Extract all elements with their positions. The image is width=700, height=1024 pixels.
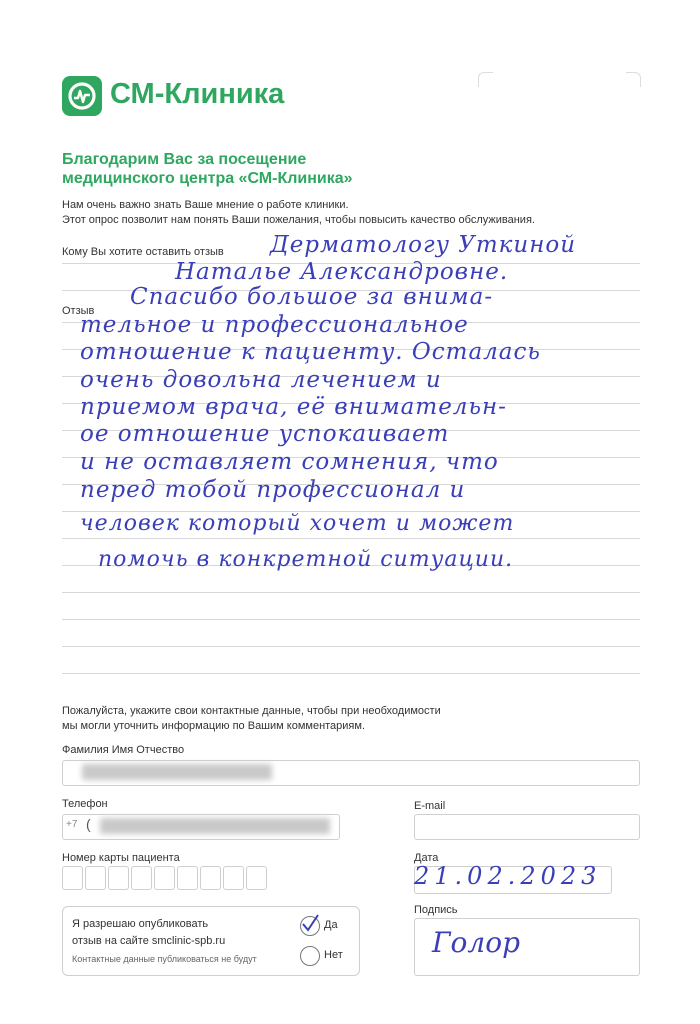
- redacted-phone: [100, 818, 330, 834]
- review-line[interactable]: тельное и профессиональное: [80, 312, 469, 338]
- consent-line: Я разрешаю опубликовать: [72, 918, 209, 930]
- review-label: Отзыв: [62, 305, 95, 317]
- intro-line: Нам очень важно знать Ваше мнение о работе клиники.: [62, 199, 349, 211]
- review-line[interactable]: человек который хочет и может: [80, 511, 515, 536]
- ruled-line: [62, 646, 640, 647]
- card-digit-box[interactable]: [200, 866, 221, 890]
- review-line[interactable]: и не оставляет сомнения, что: [80, 449, 499, 475]
- consent-line: отзыв на сайте smclinic-spb.ru: [72, 935, 226, 947]
- patient-card-field[interactable]: [62, 866, 272, 890]
- phone-paren: (: [86, 816, 91, 832]
- card-digit-box[interactable]: [85, 866, 106, 890]
- contact-intro: [62, 704, 441, 734]
- checkmark-icon: [299, 912, 321, 934]
- contact-intro-line: мы могли уточнить информацию по Вашим комментариям.: [62, 720, 366, 732]
- recipient-handwriting[interactable]: Наталье Александровне.: [175, 259, 509, 285]
- brand-name: СМ-Клиника: [110, 78, 285, 110]
- review-line[interactable]: ое отношение успокаивает: [80, 421, 450, 447]
- recipient-handwriting[interactable]: Дерматологу Уткиной: [270, 232, 577, 258]
- corner-mark: [626, 72, 641, 87]
- ruled-line: [62, 673, 640, 674]
- review-line[interactable]: Спасибо большое за внима-: [130, 284, 494, 310]
- signature-label: Подпись: [414, 904, 458, 916]
- name-label: Фамилия Имя Отчество: [62, 744, 185, 756]
- recipient-label: Кому Вы хотите оставить отзыв: [62, 246, 224, 258]
- intro-text: [62, 198, 535, 228]
- ruled-line: [62, 538, 640, 539]
- card-label: Номер карты пациента: [62, 852, 180, 864]
- corner-mark: [478, 72, 493, 87]
- card-digit-box[interactable]: [108, 866, 129, 890]
- review-line[interactable]: очень довольна лечением и: [80, 367, 442, 393]
- card-digit-box[interactable]: [223, 866, 244, 890]
- card-digit-box[interactable]: [246, 866, 267, 890]
- intro-line: Этот опрос позволит нам понять Ваши пожелания, чтобы повысить качество обслуживания.: [62, 214, 535, 226]
- consent-no-label: Нет: [324, 949, 343, 961]
- consent-text: [72, 916, 225, 950]
- consent-yes-label: Да: [324, 919, 338, 931]
- card-digit-box[interactable]: [131, 866, 152, 890]
- phone-prefix: +7: [66, 819, 78, 830]
- review-line[interactable]: перед тобой профессионал и: [80, 477, 466, 503]
- card-digit-box[interactable]: [177, 866, 198, 890]
- date-label: Дата: [414, 852, 439, 864]
- consent-note: Контактные данные публиковаться не будут: [72, 954, 257, 964]
- date-value[interactable]: 21.02.2023: [414, 862, 602, 890]
- title-line: медицинского центра «СМ-Клиника»: [62, 170, 353, 187]
- review-line[interactable]: помочь в конкретной ситуации.: [98, 547, 514, 572]
- smclinic-logo-icon: [62, 76, 102, 116]
- email-field[interactable]: [414, 814, 640, 840]
- contact-intro-line: Пожалуйста, укажите свои контактные данные, чтобы при необходимости: [62, 705, 441, 717]
- redacted-name: [82, 764, 272, 780]
- card-digit-box[interactable]: [154, 866, 175, 890]
- email-label: E-mail: [414, 800, 446, 812]
- ruled-line: [62, 619, 640, 620]
- ruled-line: [62, 592, 640, 593]
- page-title: [62, 150, 353, 188]
- title-line: Благодарим Вас за посещение: [62, 151, 307, 168]
- review-line[interactable]: приемом врача, её внимательн-: [80, 394, 507, 420]
- consent-no-radio[interactable]: [300, 946, 320, 966]
- review-line[interactable]: отношение к пациенту. Осталась: [80, 339, 541, 365]
- signature-value[interactable]: Голор: [432, 926, 521, 959]
- phone-label: Телефон: [62, 798, 108, 810]
- card-digit-box[interactable]: [62, 866, 83, 890]
